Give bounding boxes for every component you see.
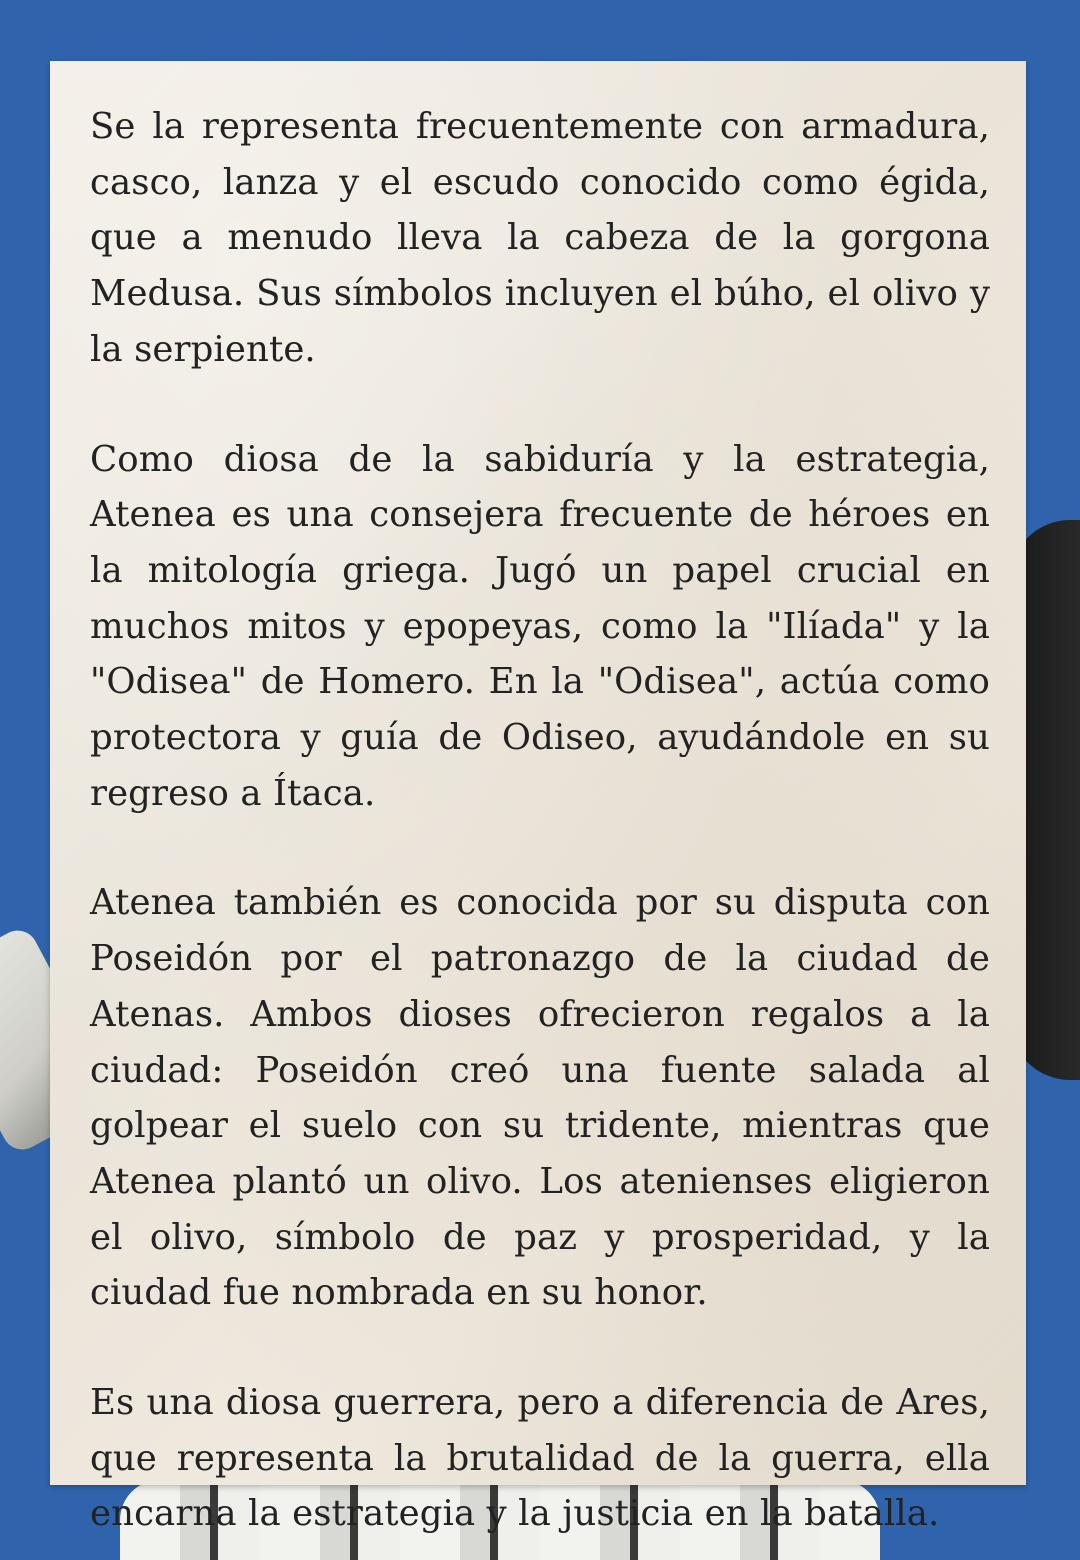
- paragraph-poseidon-dispute: Atenea también es conocida por su disputa con Poseidón por el patronazgo de la ciudad de Atenas. Ambos dioses ofrecieron regalos a la ciudad: Poseidón creó una fuente salada al golpear el suelo con su tridente, mientras que Atenea plantó un olivo. Los atenienses eligieron el olivo, símbolo de paz y prosperidad, y la ciudad fue nombrada en su honor.: [90, 882, 990, 1314]
- paragraph-wisdom-strategy: Como diosa de la sabiduría y la estrategia, Atenea es una consejera frecuente de héroes en la mitología griega. Jugó un papel crucial en muchos mitos y epopeyas, como la "Ilíada" y la "Odisea" de Homero. En la "Odisea", actúa como protectora y guía de Odiseo, ayudándole en su regreso a Ítaca.: [90, 438, 990, 814]
- paper-card: [50, 61, 1026, 1535]
- paragraph-armor-symbols: Se la representa frecuentemente con armadura, casco, lanza y el escudo conocido como égida, que a menudo lleva la cabeza de la gorgona Medusa. Sus símbolos incluyen el búho, el olivo y la serpiente.: [90, 106, 990, 370]
- paragraph-warrior-goddess: Es una diosa guerrera, pero a diferencia de Ares, que representa la brutalidad de la guerra, ella encarna la estrategia y la justicia en la batalla.: [90, 1382, 990, 1535]
